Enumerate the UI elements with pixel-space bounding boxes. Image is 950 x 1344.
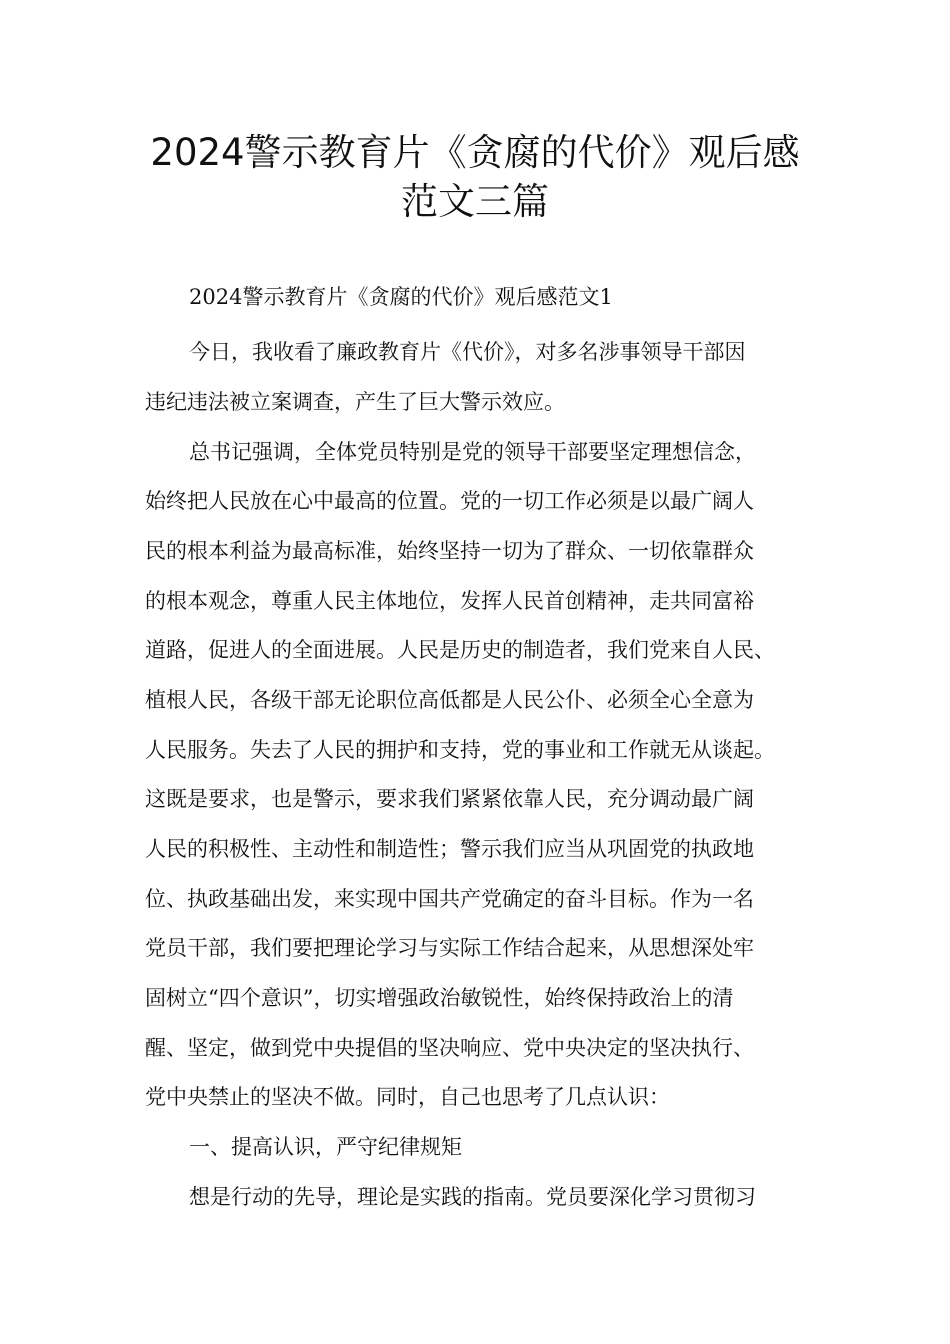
paragraph-line: 道路，促进人的全面进展。人民是历史的制造者，我们党来自人民、 (145, 638, 775, 662)
paragraph-line: 党中央禁止的坚决不做。同时，自己也思考了几点认识： (145, 1085, 670, 1109)
paragraph-line: 人民服务。失去了人民的拥护和支持，党的事业和工作就无从谈起。 (145, 738, 775, 762)
paragraph-line: 醒、坚定，做到党中央提倡的坚决响应、党中央决定的坚决执行、 (145, 1036, 754, 1060)
paragraph-line: 违纪违法被立案调查，产生了巨大警示效应。 (145, 390, 565, 414)
paragraph-line: 民的根本利益为最高标准，始终坚持一切为了群众、一切依靠群众 (145, 539, 754, 563)
paragraph-line: 想是行动的先导，理论是实践的指南。党员要深化学习贯彻习 (189, 1185, 756, 1209)
paragraph-line: 今日，我收看了廉政教育片《代价》，对多名涉事领导干部因 (189, 340, 746, 364)
subsection-heading: 一、提高认识，严守纪律规矩 (189, 1135, 462, 1159)
section-heading: 2024警示教育片《贪腐的代价》观后感范文1 (189, 285, 613, 309)
paragraph-line: 始终把人民放在心中最高的位置。党的一切工作必须是以最广阔人 (145, 489, 754, 513)
paragraph-line: 的根本观念，尊重人民主体地位，发挥人民首创精神，走共同富裕 (145, 589, 754, 613)
paragraph-line: 这既是要求，也是警示，要求我们紧紧依靠人民，充分调动最广阔 (145, 787, 754, 811)
document-title-line-1: 2024警示教育片《贪腐的代价》观后感 (150, 131, 800, 174)
paragraph-line: 固树立“四个意识”，切实增强政治敏锐性，始终保持政治上的清 (145, 986, 734, 1010)
paragraph-line: 植根人民，各级干部无论职位高低都是人民公仆、必须全心全意为 (145, 688, 754, 712)
document-title-line-2: 范文三篇 (401, 180, 549, 223)
paragraph-line: 位、执政基础出发，来实现中国共产党确定的奋斗目标。作为一名 (145, 887, 754, 911)
paragraph-line: 总书记强调，全体党员特别是党的领导干部要坚定理想信念， (189, 440, 756, 464)
paragraph-line: 党员干部，我们要把理论学习与实际工作结合起来，从思想深处牢 (145, 936, 754, 960)
paragraph-line: 人民的积极性、主动性和制造性；警示我们应当从巩固党的执政地 (145, 837, 754, 861)
